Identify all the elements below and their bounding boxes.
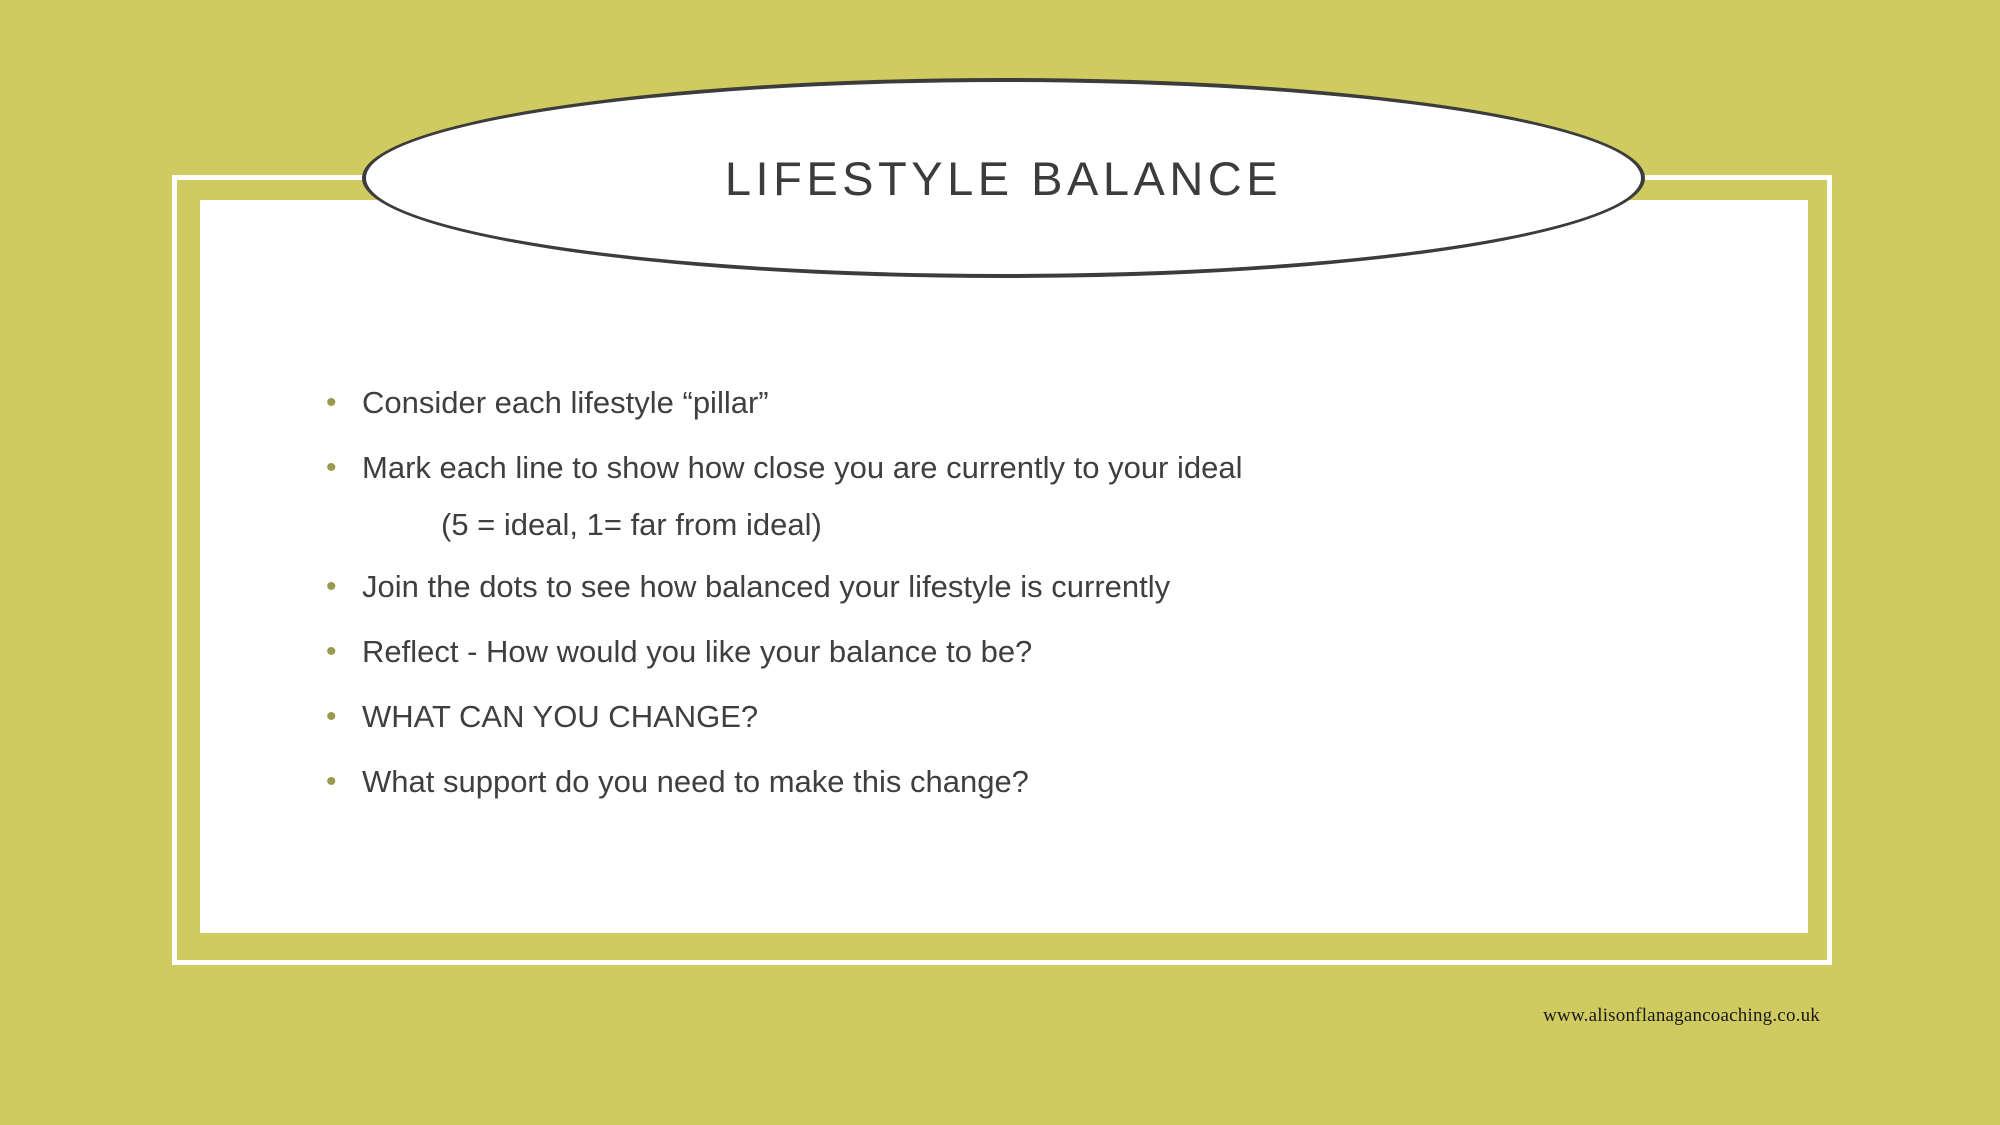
list-item-label: Join the dots to see how balanced your lifestyle is currently [362,569,1171,604]
list-item-label: What support do you need to make this change? [362,764,1029,799]
list-item-label: Consider each lifestyle “pillar” [362,385,769,420]
bullet-icon: • [326,635,337,668]
footer-website-url: www.alisonflanagancoaching.co.uk [1543,1005,1820,1026]
list-item-label: WHAT CAN YOU CHANGE? [362,699,759,734]
list-item [326,566,1576,608]
bullet-icon: • [326,765,337,798]
list-item [326,696,1576,738]
bullet-list [326,382,1576,826]
list-item [326,631,1576,673]
bullet-icon: • [326,570,337,603]
bullet-icon: • [326,451,337,484]
list-item-subtext: (5 = ideal, 1= far from ideal) [441,507,822,542]
list-item [326,761,1576,803]
list-item [326,447,1576,489]
list-item-label: Mark each line to show how close you are currently to your ideal [362,450,1243,485]
bullet-icon: • [326,700,337,733]
page-title: LIFESTYLE BALANCE [724,151,1283,205]
bullet-icon: • [326,386,337,419]
title-ellipse [362,78,1645,278]
list-item-label: Reflect - How would you like your balance to be? [362,634,1033,669]
list-item [326,382,1576,424]
